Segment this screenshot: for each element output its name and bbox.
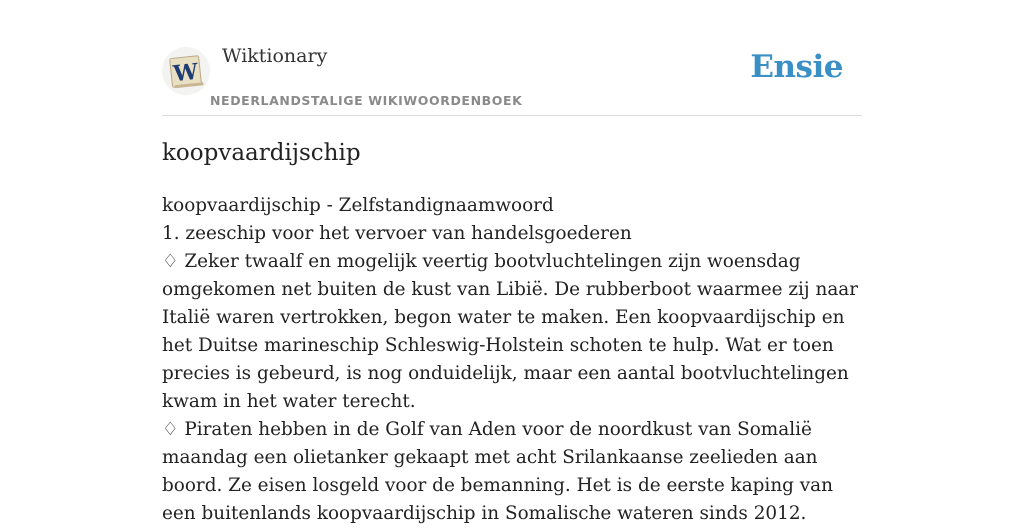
part-of-speech-line: koopvaardijschip - Zelfstandignaamwoord [162, 195, 554, 216]
header [162, 0, 862, 116]
definition: 1. zeeschip voor het vervoer van handelsgoederen [162, 223, 632, 244]
wiktionary-logo-icon[interactable] [162, 47, 210, 95]
source-subtitle: NEDERLANDSTALIGE WIKIWOORDENBOEK [210, 93, 523, 108]
page [162, 0, 862, 524]
page-title: koopvaardijschip [162, 140, 361, 166]
svg-text:W: W [172, 58, 200, 88]
example-2: ♢ Piraten hebben in de Golf van Aden voor de noordkust van Somalië maandag een olietanker gekaapt met acht Srilankaanse zeelieden aan boord. Ze eisen losgeld voor de bemanning. Het is de eerste kaping van een buitenlands koopvaardijschip in Somalische wateren sinds 2012. [162, 419, 833, 524]
brand-logo[interactable]: Ensie [750, 49, 843, 85]
entry-body [162, 192, 867, 528]
source-name[interactable]: Wiktionary [222, 45, 328, 67]
example-1: ♢ Zeker twaalf en mogelijk veertig bootvluchtelingen zijn woensdag omgekomen net buiten de kust van Libië. De rubberboot waarmee zij naar Italië waren vertrokken, begon water te maken. Een koopvaardijschip en het Duitse marineschip Schleswig-Holstein schoten te hulp. Wat er toen precies is gebeurd, is nog onduidelijk, maar een aantal bootvluchtelingen kwam in het water terecht. [162, 251, 859, 412]
